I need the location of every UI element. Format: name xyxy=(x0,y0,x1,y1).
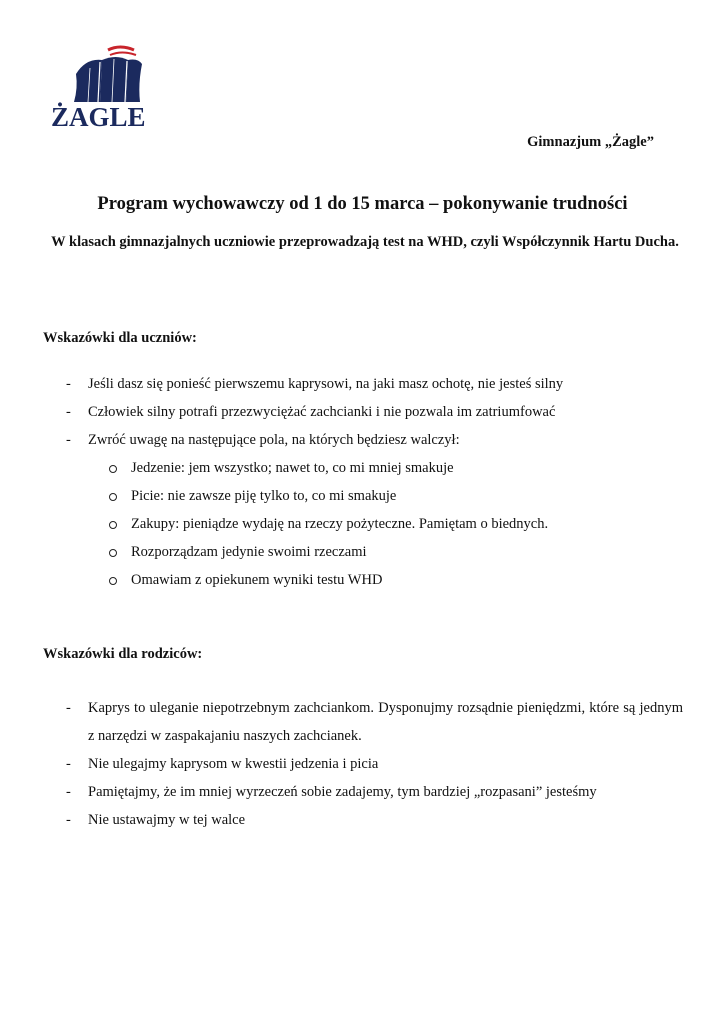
list-item-text: Nie ustawajmy w tej walce xyxy=(88,812,246,828)
bullet-dash: - xyxy=(66,376,71,392)
list-item xyxy=(0,806,725,834)
list-item xyxy=(0,778,725,806)
circle-bullet-icon xyxy=(109,465,117,473)
sub-list-item xyxy=(0,482,725,510)
sub-list-item xyxy=(0,566,725,594)
sub-list-item xyxy=(0,510,725,538)
circle-bullet-icon xyxy=(109,521,117,529)
sub-list-item xyxy=(0,454,725,482)
students-heading: Wskazówki dla uczniów: xyxy=(43,330,197,346)
page-title: Program wychowawczy od 1 do 15 marca – pokonywanie trudności xyxy=(97,194,628,214)
bullet-dash: - xyxy=(66,404,71,420)
sails-logo-icon xyxy=(50,44,170,130)
list-item xyxy=(0,370,725,398)
list-item xyxy=(0,398,725,426)
parents-list xyxy=(0,694,725,834)
bullet-dash: - xyxy=(66,784,71,800)
sub-list-item-text: Rozporządzam jedynie swoimi rzeczami xyxy=(131,544,367,560)
list-item-text: Kaprys to uleganie niepotrzebnym zachciankom. Dysponujmy rozsądnie pieniędzmi, które są jednym z narzędzi w zaspakajaniu naszych zachcianek. xyxy=(88,700,683,744)
sub-list-item xyxy=(0,538,725,566)
list-item xyxy=(0,426,725,454)
parents-heading: Wskazówki dla rodziców: xyxy=(43,646,203,662)
sub-list-item-text: Omawiam z opiekunem wyniki testu WHD xyxy=(131,572,383,588)
list-item xyxy=(0,694,725,750)
students-list xyxy=(0,370,725,594)
circle-bullet-icon xyxy=(109,577,117,585)
school-logo xyxy=(50,44,170,130)
circle-bullet-icon xyxy=(109,493,117,501)
sub-list-item-text: Zakupy: pieniądze wydaję na rzeczy pożyteczne. Pamiętam o biednych. xyxy=(131,516,549,532)
sub-list-item-text: Picie: nie zawsze piję tylko to, co mi smakuje xyxy=(131,488,397,504)
school-name: Gimnazjum „Żagle” xyxy=(527,134,654,150)
list-item-text: Zwróć uwagę na następujące pola, na których będziesz walczył: xyxy=(88,432,460,448)
bullet-dash: - xyxy=(66,700,71,716)
list-item-text: Nie ulegajmy kaprysom w kwestii jedzenia i picia xyxy=(88,756,379,772)
bullet-dash: - xyxy=(66,756,71,772)
list-item-text: Pamiętajmy, że im mniej wyrzeczeń sobie zadajemy, tym bardziej „rozpasani” jesteśmy xyxy=(88,784,597,800)
bullet-dash: - xyxy=(66,812,71,828)
bullet-dash: - xyxy=(66,432,71,448)
sub-list-item-text: Jedzenie: jem wszystko; nawet to, co mi mniej smakuje xyxy=(131,460,454,476)
list-item-text: Człowiek silny potrafi przezwyciężać zachcianki i nie pozwala im zatriumfować xyxy=(88,404,556,420)
circle-bullet-icon xyxy=(109,549,117,557)
list-item xyxy=(0,750,725,778)
page-subtitle: W klasach gimnazjalnych uczniowie przeprowadzają test na WHD, czyli Współczynnik Hartu Ducha. xyxy=(51,234,679,250)
list-item-text: Jeśli dasz się ponieść pierwszemu kaprysowi, na jaki masz ochotę, nie jesteś silny xyxy=(88,376,564,392)
logo-wordmark: ŻAGLE xyxy=(51,102,146,130)
